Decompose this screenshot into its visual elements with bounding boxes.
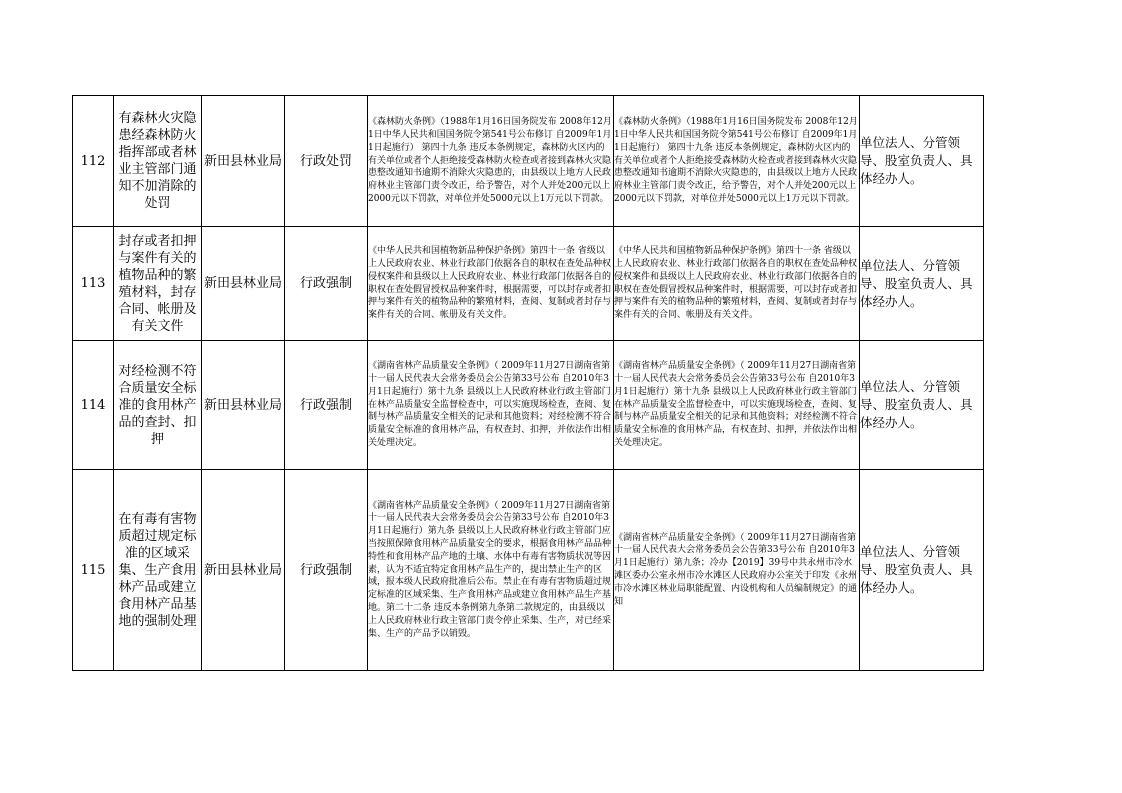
legal-basis-2: 《森林防火条例》（1988年1月16日国务院发布 2008年12月1日中华人民共和国国务院令第541号公布修订 自2009年1月1日起施行） 第四十九条 违反本条例规定，森林防火区内的有关单位或者个人拒绝接受森林防火检查或者接到森林火灾隐患整改通知书逾期不消除火灾隐患的，由县级以上地方人民政府林业主管部门责令改正，给予警告，对个人并处200元以上2000元以下罚款，对单位并处5000元以上1万元以下罚款。: [614, 96, 860, 227]
item-name: 对经检测不符合质量安全标准的食用林产品的查封、扣押: [114, 341, 202, 470]
row-number: 112: [73, 96, 114, 227]
item-name: 封存或者扣押与案件有关的植物品种的繁殖材料，封存合同、帐册及有关文件: [114, 227, 202, 341]
legal-basis: 《森林防火条例》（1988年1月16日国务院发布 2008年12月1日中华人民共和国国务院令第541号公布修订 自2009年1月1日起施行） 第四十九条 违反本条例规定，森林防火区内的有关单位或者个人拒绝接受森林防火检查或者接到森林火灾隐患整改通知书逾期不消除火灾隐患的，由县级以上地方人民政府林业主管部门责令改正，给予警告，对个人并处200元以上2000元以下罚款，对单位并处5000元以上1万元以下罚款。: [368, 96, 614, 227]
power-type: 行政强制: [285, 227, 368, 341]
row-number: 114: [73, 341, 114, 470]
item-name: 在有毒有害物质超过规定标准的区域采集、生产食用林产品或建立食用林产品基地的强制处理: [114, 470, 202, 671]
row-number: 113: [73, 227, 114, 341]
responsible-persons: 单位法人、分管领导、股室负责人、具体经办人。: [860, 341, 984, 470]
power-type: 行政强制: [285, 470, 368, 671]
legal-basis-2: 《湖南省林产品质量安全条例》（ 2009年11月27日湖南省第十一届人民代表大会常务委员会公告第33号公布 自2010年3月1日起施行）第十九条 县级以上人民政府林业行政主管部门在林产品质量安全监督检查中，可以实施现场检查，查阅、复制与林产品质量安全相关的记录和其他资料；对经检测不符合质量安全标准的食用林产品，有权查封、扣押，并依法作出相关处理决定。: [614, 341, 860, 470]
item-name: 有森林火灾隐患经森林防火指挥部或者林业主管部门通知不加消除的处罚: [114, 96, 202, 227]
table-row: [73, 341, 984, 470]
legal-basis-2: 《湖南省林产品质量安全条例》（ 2009年11月27日湖南省第十一届人民代表大会常务委员会公告第33号公布 自2010年3月1日起施行）第九条；冷办【2019】39号中共永州市冷水滩区委办公室永州市冷水滩区人民政府办公室关于印发《永州市冷水滩区林业局职能配置、内设机构和人员编制规定》的通知: [614, 470, 860, 671]
table-row: [73, 227, 984, 341]
table-row: [73, 96, 984, 227]
department: 新田县林业局: [202, 227, 285, 341]
responsible-persons: 单位法人、分管领导、股室负责人、具体经办人。: [860, 227, 984, 341]
table-row: [73, 470, 984, 671]
responsible-persons: 单位法人、分管领导、股室负责人、具体经办人。: [860, 96, 984, 227]
legal-basis: 《湖南省林产品质量安全条例》（ 2009年11月27日湖南省第十一届人民代表大会常务委员会公告第33号公布 自2010年3月1日起施行）第十九条 县级以上人民政府林业行政主管部门在林产品质量安全监督检查中，可以实施现场检查，查阅、复制与林产品质量安全相关的记录和其他资料；对经检测不符合质量安全标准的食用林产品，有权查封、扣押，并依法作出相关处理决定。: [368, 341, 614, 470]
power-list-table: [72, 95, 984, 671]
department: 新田县林业局: [202, 96, 285, 227]
legal-basis-2: 《中华人民共和国植物新品种保护条例》第四十一条 省级以上人民政府农业、林业行政部门依据各自的职权在查处品种权侵权案件和县级以上人民政府农业、林业行政部门依据各自的职权在查处假冒授权品种案件时，根据需要，可以封存或者扣押与案件有关的植物品种的繁殖材料，查阅、复制或者封存与案件有关的合同、帐册及有关文件。: [614, 227, 860, 341]
row-number: 115: [73, 470, 114, 671]
department: 新田县林业局: [202, 341, 285, 470]
power-type: 行政强制: [285, 341, 368, 470]
responsible-persons: 单位法人、分管领导、股室负责人、具体经办人。: [860, 470, 984, 671]
power-type: 行政处罚: [285, 96, 368, 227]
department: 新田县林业局: [202, 470, 285, 671]
legal-basis: 《中华人民共和国植物新品种保护条例》第四十一条 省级以上人民政府农业、林业行政部门依据各自的职权在查处品种权侵权案件和县级以上人民政府农业、林业行政部门依据各自的职权在查处假冒授权品种案件时，根据需要，可以封存或者扣押与案件有关的植物品种的繁殖材料，查阅、复制或者封存与案件有关的合同、帐册及有关文件。: [368, 227, 614, 341]
legal-basis: 《湖南省林产品质量安全条例》（ 2009年11月27日湖南省第十一届人民代表大会常务委员会公告第33号公布 自2010年3月1日起施行）第九条 县级以上人民政府林业行政主管部门应当按照保障食用林产品质量安全的要求，根据食用林产品品种特性和食用林产品产地的土壤、水体中有毒有害物质状况等因素，认为不适宜特定食用林产品生产的，提出禁止生产的区域，报本级人民政府批准后公布。禁止在有毒有害物质超过规定标准的区域采集、生产食用林产品或建立食用林产品生产基地。第二十二条 违反本条例第九条第二款规定的，由县级以上人民政府林业行政主管部门责令停止采集、生产，对已经采集、生产的产品予以销毁。: [368, 470, 614, 671]
